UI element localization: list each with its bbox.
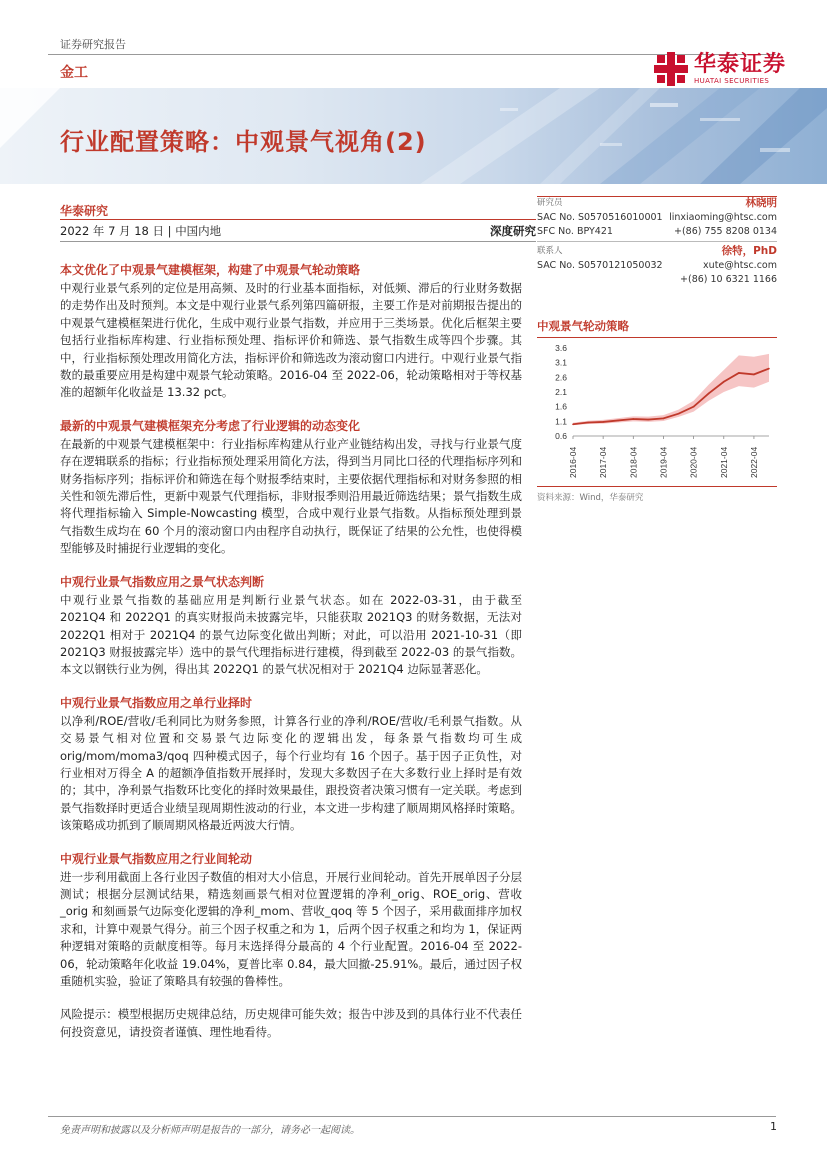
page-number: 1 [770, 1120, 777, 1133]
chart-point [753, 374, 755, 376]
chart-point [663, 418, 665, 420]
analyst-phone: +(86) 10 6321 1166 [680, 273, 777, 285]
risk-note: 风险提示：模型根据历史规律总结，历史规律可能失效；报告中涉及到的具体行业不代表任何投资意见，请投资者谨慎、理性地看待。 [60, 1007, 522, 1039]
y-tick-label: 3.1 [555, 357, 567, 368]
meta-row [60, 223, 536, 239]
chart-point [738, 372, 740, 374]
chart-point [648, 419, 650, 421]
report-date: 2022 年 7 月 18 日 [60, 224, 164, 238]
section [60, 418, 522, 558]
x-tick-label: 2017-04 [598, 446, 609, 478]
y-tick-label: 1.1 [555, 416, 567, 427]
meta-separator: | [167, 224, 176, 238]
meta-left [60, 223, 221, 239]
chart-title: 中观景气轮动策略 [537, 319, 629, 333]
x-tick-label: 2021-04 [718, 446, 729, 478]
section-text: 以净利/ROE/营收/毛利同比为财务参照，计算各行业的净利/ROE/营收/毛利景气指数。从交易景气相对位置和交易景气边际变化的逻辑出发，每条景气指数均可生成 orig/mom/moma3/qoq 四种模式因子，每个行业均有 16 个因子。基于因子正负性，对行业相对万得全 A 的超额净值指数开展择时，发现大多数因子在大多数行业上择时是有效的；其中，净利景气指数环比变化的择时效果最佳，跟投资者决策习惯有一定关联。考虑到景气指数择时更适合业绩呈现周期性波动的行业，本文进一步构建了顺周期风格择时策略。该策略成功抓到了顺周期风格最近两波大行情。 [60, 713, 522, 833]
chart-point [617, 420, 619, 422]
chart-point [693, 406, 695, 408]
analyst-row [537, 225, 777, 239]
analyst-role: 联系人 [537, 246, 563, 257]
analyst-row [537, 259, 777, 273]
y-tick-label: 2.1 [555, 387, 567, 397]
footer-disclaimer: 免责声明和披露以及分析师声明是报告的一部分，请务必一起阅读。 [60, 1125, 360, 1136]
section-heading: 本文优化了中观景气建模框架，构建了中观景气轮动策略 [60, 263, 361, 277]
report-title: 行业配置策略：中观景气视角(2) [60, 128, 427, 156]
huatai-logo-icon [654, 52, 688, 86]
footer-divider [48, 1116, 776, 1117]
org-name: 华泰研究 [60, 204, 109, 218]
analyst-box [537, 196, 777, 287]
logo-text-cn: 华泰证券 [694, 52, 787, 77]
chart-source: 资料来源：Wind，华泰研究 [537, 493, 644, 503]
chart-point [768, 368, 770, 370]
analyst-row [537, 273, 777, 287]
strategy-line-chart [537, 340, 777, 485]
section-heading: 中观行业景气指数应用之单行业择时 [60, 695, 253, 710]
analyst-name: 林晓明 [745, 197, 777, 209]
chart-point [723, 381, 725, 383]
chart-top-divider [537, 337, 777, 338]
section-heading: 最新的中观景气建模框架充分考虑了行业逻辑的动态变化 [60, 418, 361, 433]
analyst-phone: +(86) 755 8208 0134 [673, 225, 777, 237]
analyst-row [537, 197, 777, 211]
section-text: 进一步利用截面上各行业因子数值的相对大小信息，开展行业间轮动。首先开展单因子分层测试；根据分层测试结果，精选刻画景气相对位置逻辑的净利_orig、ROE_orig、营收_orig 和刻画景气边际变化逻辑的净利_mom、营收_qoq 等 5 个因子，采用截面排序加权求和，计算中观景气得分。前三个因子权重之和为 1，后两个因子权重之和均为 1，保证两种逻辑对策略的贡献度相等。每月末选择得分最高的 4 个行业配置。2016-04 至 2022-06，轮动策略年化收益 19.04%，夏普比率 0.84，最大回撤-25.91%。最后，通过因子权重随机实验，验证了策略具有较强的鲁棒性。 [60, 869, 522, 988]
x-tick-label: 2020-04 [688, 446, 699, 478]
section-text: 中观行业景气系列的定位是用高频、及时的行业基本面指标，对低频、滞后的行业财务数据的走势作出及时预判。本文是中观行业景气系列第四篇研报，主要工作是对前期报告提出的中观景气建模框架进行优化，生成中观行业景气指数，并应用于三类场景。优化后框架主要包括行业指标库构建、行业指标预处理、指标评价和筛选、景气指数生成等四个步骤。其中，行业指标预处理改用简化方法，指标评价和筛选改为滚动窗口内进行。中观行业景气指数的最重要应用是构建中观景气轮动策略。2016-04 至 2022-06，轮动策略相对于等权基准的超额年化收益是 13.32 pct。 [60, 281, 522, 400]
report-region: 中国内地 [175, 224, 222, 238]
y-tick-label: 0.6 [555, 431, 567, 441]
y-tick-label: 1.6 [555, 401, 567, 412]
section [60, 574, 522, 679]
x-tick-label: 2019-04 [658, 446, 669, 478]
analyst-email[interactable]: linxiaoming@htsc.com [669, 211, 777, 223]
x-tick-label: 2016-04 [568, 446, 578, 478]
section [60, 262, 522, 402]
chart-point [678, 413, 680, 415]
report-kind: 深度研究 [490, 224, 536, 238]
analyst-row [537, 211, 777, 225]
analyst-name: 徐特，PhD [721, 245, 777, 258]
chart-band [573, 354, 769, 425]
title-banner [0, 88, 827, 184]
chart-point [633, 418, 635, 420]
analyst-row [537, 241, 777, 259]
y-tick-label: 3.6 [555, 343, 567, 353]
logo-text-en: HUATAI SECURITIES [694, 77, 770, 85]
chart-point [572, 423, 574, 425]
chart-bottom-divider [537, 486, 777, 487]
analyst-role: 研究员 [537, 198, 563, 208]
org-divider [60, 219, 536, 220]
report-body [60, 262, 522, 1057]
chart-point [587, 422, 589, 424]
x-tick-label: 2018-04 [628, 446, 639, 478]
analyst-cert: SAC No. S0570516010001 [537, 211, 663, 223]
section [60, 851, 522, 991]
meta-divider [60, 241, 536, 242]
section [60, 695, 522, 835]
company-logo [654, 52, 786, 86]
analyst-cert: SAC No. S0570121050032 [537, 260, 663, 272]
chart-point [602, 421, 604, 423]
section-text: 中观行业景气指数的基础应用是判断行业景气状态。如在 2022-03-31，由于截至 2021Q4 和 2022Q1 的真实财报尚未披露完毕，只能获取 2021Q3 的财务数据，无法对 2022Q1 相对于 2021Q4 的景气边际变化做出判断；对此，可以沿用 2021-10-31（即 2021Q3 财报披露完毕）选中的景气代理指标进行建模，得到截至 2022-03 的景气指数。本文以钢铁行业为例，得出其 2022Q1 的景气状况相对于 2021Q4 边际显著恶化。 [60, 592, 522, 677]
chart-point [708, 393, 710, 395]
analyst-cert: SFC No. BPY421 [537, 225, 613, 237]
analyst-email[interactable]: xute@htsc.com [703, 260, 777, 272]
y-tick-label: 2.6 [555, 372, 567, 383]
x-tick-label: 2022-04 [748, 446, 759, 478]
section-heading: 中观行业景气指数应用之行业间轮动 [60, 851, 253, 866]
section-heading: 中观行业景气指数应用之景气状态判断 [60, 574, 265, 589]
report-type-label: 证券研究报告 [60, 38, 126, 51]
sector-tag: 金工 [60, 65, 88, 81]
section-text: 在最新的中观景气建模框架中：行业指标库构建从行业产业链结构出发，寻找与行业景气度存在逻辑联系的指标；行业指标预处理采用简化方法，得到当月同比口径的代理指标序列和财务指标序列；指标评价和筛选在每个财报季结束时，主要依据代理指标和对财务参照的相关性和领先滞后性，更新中观景气代理指标，非财报季则沿用最近筛选结果；景气指数生成将代理指标输入 Simple-Nowcasting 模型，合成中观行业景气指数。从指标预处理到景气指数生成均在 60 个月的滚动窗口内由程序自动执行，既保证了结果的公允性，也使得模型能够及时捕捉行业逻辑的变化。 [60, 436, 522, 556]
